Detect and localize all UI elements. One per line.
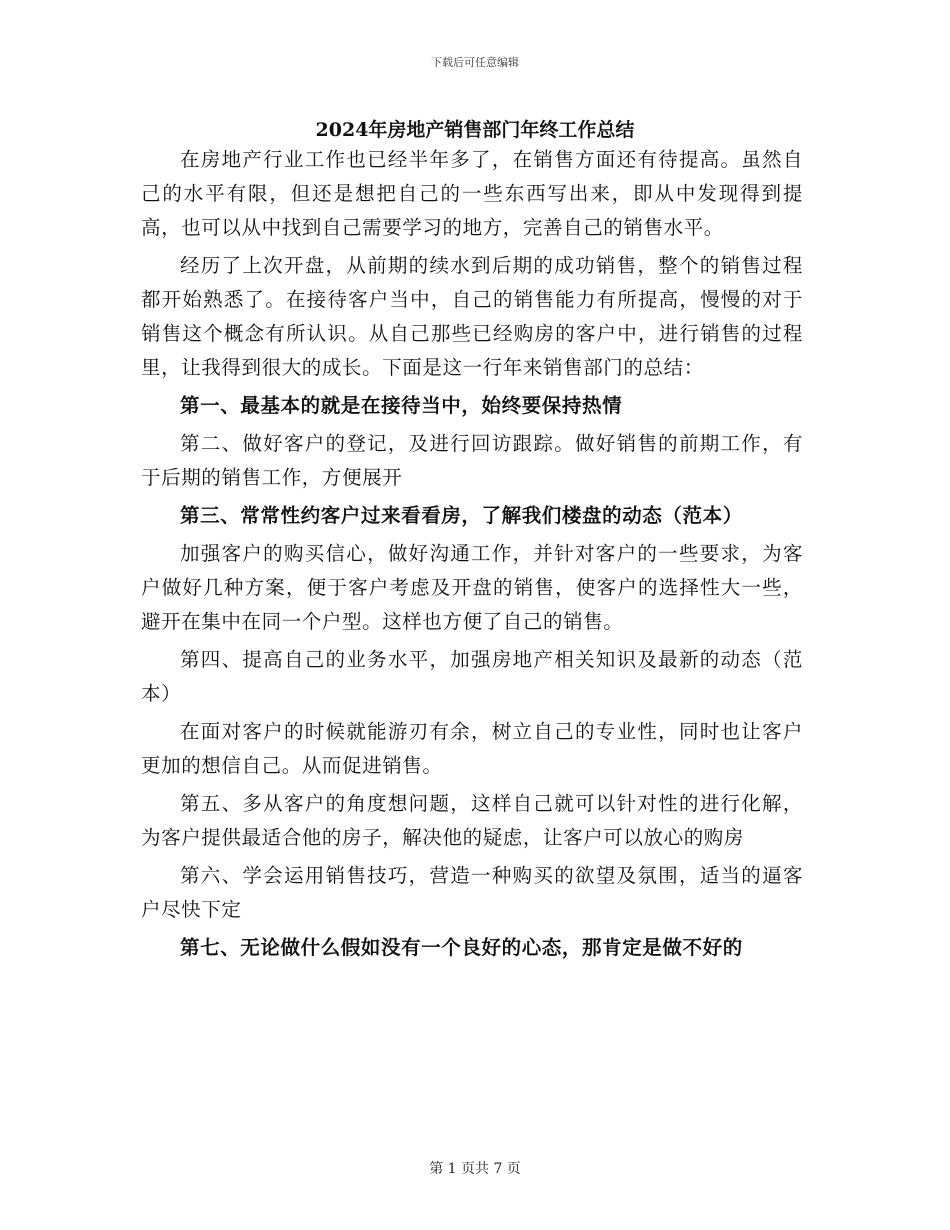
paragraph: 第五、多从客户的角度想问题，这样自己就可以针对性的进行化解，为客户提供最适合他的房子，解决他的疑虑，让客户可以放心的购房 xyxy=(141,792,803,849)
document-body xyxy=(141,143,803,965)
document-title: 2024年房地产销售部门年终工作总结 xyxy=(315,119,635,141)
paragraph: 在房地产行业工作也已经半年多了，在销售方面还有待提高。虽然自己的水平有限，但还是想把自己的一些东西写出来，即从中发现得到提高，也可以从中找到自己需要学习的地方，完善自己的销售水平。 xyxy=(141,148,803,239)
paragraph: 第四、提高自己的业务水平，加强房地产相关知识及最新的动态（范本） xyxy=(141,648,803,705)
paragraph: 在面对客户的时候就能游刃有余，树立自己的专业性，同时也让客户更加的想信自己。从而促进销售。 xyxy=(141,720,803,777)
paragraph: 第二、做好客户的登记，及进行回访跟踪。做好销售的前期工作，有于后期的销售工作，方便展开 xyxy=(141,432,803,489)
paragraph: 加强客户的购买信心，做好沟通工作，并针对客户的一些要求，为客户做好几种方案，便于客户考虑及开盘的销售，使客户的选择性大一些，避开在集中在同一个户型。这样也方便了自己的销售。 xyxy=(141,542,803,633)
bold-point: 第一、最基本的就是在接待当中，始终要保持热情 xyxy=(180,394,623,417)
bold-point: 第三、常常性约客户过来看看房，了解我们楼盘的动态（范本） xyxy=(180,504,743,527)
bold-point: 第七、无论做什么假如没有一个良好的心态，那肯定是做不好的 xyxy=(180,936,743,959)
paragraph: 第六、学会运用销售技巧，营造一种购买的欲望及氛围，适当的逼客户尽快下定 xyxy=(141,864,803,921)
header-note: 下载后可任意编辑 xyxy=(431,56,519,69)
page-footer: 第 1 页共 7 页 xyxy=(429,1161,521,1177)
paragraph: 经历了上次开盘，从前期的续水到后期的成功销售，整个的销售过程都开始熟悉了。在接待客户当中，自己的销售能力有所提高，慢慢的对于销售这个概念有所认识。从自己那些已经购房的客户中，进行销售的过程里，让我得到很大的成长。下面是这一行年来销售部门的总结： xyxy=(141,254,803,379)
